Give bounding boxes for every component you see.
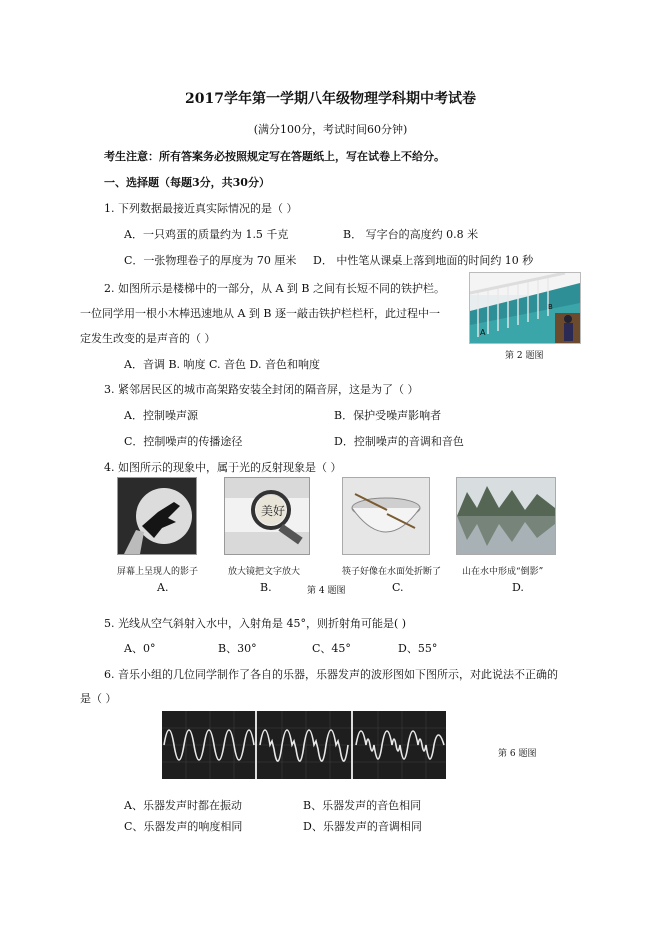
q3-option-c: C．控制噪声的传播途径 xyxy=(124,435,243,448)
q3-option-a: A．控制噪声源 xyxy=(124,409,198,422)
q2-line1: 2. 如图所示是楼梯中的一部分，从 A 到 B 之间有长短不同的铁护栏。 xyxy=(104,282,446,295)
label-a: A xyxy=(480,328,486,337)
q5-option-a: A、0° xyxy=(124,642,156,655)
q3-option-b: B．保护受噪声影响者 xyxy=(334,409,442,422)
exam-notice: 考生注意：所有答案务必按照规定写在答题纸上，写在试卷上不给分。 xyxy=(104,150,445,163)
shadow-photo xyxy=(117,477,197,555)
q6-option-a: A、乐器发声时都在振动 xyxy=(124,799,242,812)
magnified-text: 美好 xyxy=(261,504,286,518)
q3-stem: 3. 紧邻居民区的城市高架路安装全封闭的隔音屏，这是为了（ ） xyxy=(104,383,419,396)
q2-line3: 定发生改变的是声音的（ ） xyxy=(80,332,216,345)
q4-letter-b: B. xyxy=(260,581,272,594)
q5-option-b: B、30° xyxy=(218,642,257,655)
q4-caption-a: 屏幕上呈现人的影子 xyxy=(117,567,199,577)
q2-options: A．音调 B. 响度 C. 音色 D. 音色和响度 xyxy=(124,358,320,371)
q2-line2: 一位同学用一根小木棒迅速地从 A 到 B 逐一敲击铁护栏栏杆，此过程中一 xyxy=(80,307,441,320)
mountain-reflection-photo xyxy=(456,477,556,555)
q1-option-d: D． 中性笔从课桌上落到地面的时间约 10 秒 xyxy=(313,254,534,267)
exam-title: 2017学年第一学期八年级物理学科期中考试卷 xyxy=(185,91,476,107)
q6-option-c: C、乐器发声的响度相同 xyxy=(124,820,243,833)
section-heading: 一、选择题（每题3分，共30分） xyxy=(104,176,270,189)
q5-option-d: D、55° xyxy=(398,642,438,655)
q4-letter-c: C. xyxy=(392,581,404,594)
q6-option-b: B、乐器发声的音色相同 xyxy=(303,799,422,812)
magnifier-photo xyxy=(224,477,310,555)
q5-stem: 5. 光线从空气斜射入水中，入射角是 45°，则折射角可能是( ) xyxy=(104,617,407,630)
exam-subtitle: (满分100分，考试时间60分钟) xyxy=(253,123,408,136)
q6-figure-caption: 第 6 题图 xyxy=(498,749,537,759)
q3-option-d: D．控制噪声的音调和音色 xyxy=(334,435,464,448)
q1-option-a: A．一只鸡蛋的质量约为 1.5 千克 xyxy=(124,228,289,241)
q1-stem: 1. 下列数据最接近真实际情况的是（ ） xyxy=(104,202,298,215)
q2-figure-caption: 第 2 题图 xyxy=(505,351,544,361)
label-b: B xyxy=(548,303,553,311)
q1-option-b: B． 写字台的高度约 0.8 米 xyxy=(343,228,479,241)
q4-caption-d: 山在水中形成“倒影” xyxy=(462,567,544,577)
q4-caption-c: 筷子好像在水面处折断了 xyxy=(342,567,442,577)
bowl-photo xyxy=(342,477,430,555)
q6-line1: 6. 音乐小组的几位同学制作了各自的乐器，乐器发声的波形图如下图所示，对此说法不正确的 xyxy=(104,668,558,681)
staircase-photo xyxy=(469,272,581,344)
q5-option-c: C、45° xyxy=(312,642,351,655)
q4-figure-caption: 第 4 题图 xyxy=(307,586,346,596)
q6-option-d: D、乐器发声的音调相同 xyxy=(303,820,422,833)
q4-letter-a: A. xyxy=(157,581,169,594)
q1-option-c: C．一张物理卷子的厚度为 70 厘米 xyxy=(124,254,297,267)
q4-letter-d: D. xyxy=(512,581,524,594)
q4-caption-b: 放大镜把文字放大 xyxy=(228,567,301,577)
waveform-figure xyxy=(162,711,446,779)
q6-line2: 是（ ） xyxy=(80,692,117,705)
q4-stem: 4. 如图所示的现象中，属于光的反射现象是（ ） xyxy=(104,461,342,474)
